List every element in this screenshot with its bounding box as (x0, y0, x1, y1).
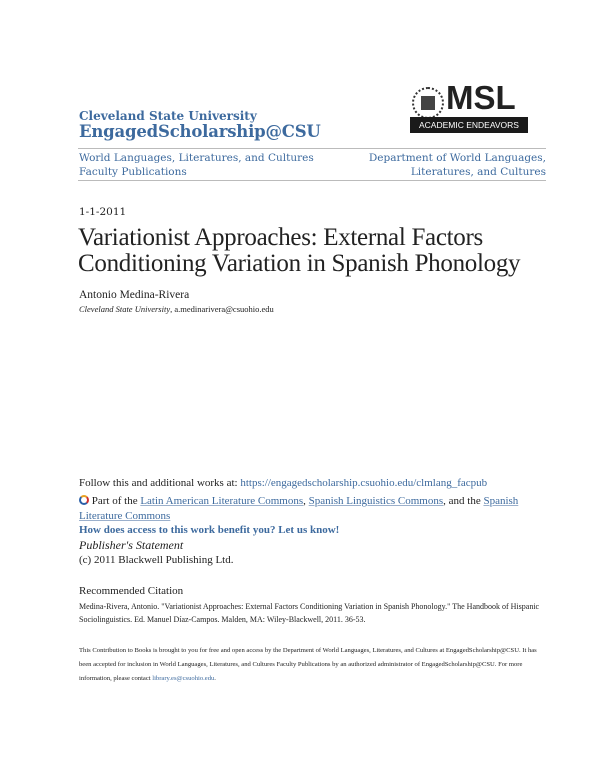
footer-end: . (214, 675, 216, 682)
collection-link[interactable]: World Languages, Literatures, and Cultures Faculty Publications (79, 152, 314, 178)
part-of-label: Part of the (91, 495, 141, 507)
commons-link[interactable]: Spanish Literature Commons (79, 495, 519, 522)
feedback-link[interactable]: How does access to this work benefit you? Let us know! (79, 524, 340, 536)
separator: , and the (443, 495, 484, 507)
divider (78, 148, 546, 149)
article-title (78, 225, 520, 277)
publisher-statement: (c) 2011 Blackwell Publishing Ltd. (79, 554, 234, 566)
follow-label: Follow this and additional works at: (79, 477, 241, 489)
citation-heading: Recommended Citation (79, 585, 184, 597)
affiliation: Cleveland State University (79, 304, 171, 314)
commons-link[interactable]: Spanish Linguistics Commons (308, 495, 444, 507)
title-line: Variationist Approaches: External Factors (78, 224, 483, 251)
title-line: Conditioning Variation in Spanish Phonology (78, 250, 521, 277)
citation-text: Medina-Rivera, Antonio. "Variationist Approaches: External Factors Conditioning Variation in Spanish Phonology." The Handbook of Hispanic Sociolinguistics. Ed. Manuel Díaz-Campos. Malden, MA: Wiley-Blackwell, 2011. 36-53. (79, 602, 540, 624)
author-affiliation: Cleveland State University, a.medinarivera@csuohio.edu (79, 304, 274, 314)
disciplines (79, 494, 529, 524)
separator: , (303, 495, 309, 507)
seal-icon (412, 87, 444, 119)
network-icon (79, 495, 89, 505)
footer-text: This Contribution to Books is brought to you for free and open access by the Department of World Languages, Literatures, and Cultures at EngagedScholarship@CSU. It has been accepted for inclusion in World Languages, Literatures, and Cultures Faculty Publications by an authorized administrator of EngagedScholarship@CSU. For more information, please contact (79, 647, 537, 682)
msl-logo[interactable] (410, 79, 530, 137)
contact-email[interactable]: library.es@csuohio.edu (152, 675, 215, 682)
logo-subtitle: ACADEMIC ENDEAVORS (410, 117, 528, 133)
author-email[interactable]: a.medinarivera@csuohio.edu (174, 304, 274, 314)
university-name[interactable]: Cleveland State University (79, 109, 257, 123)
logo-text: MSL (446, 79, 516, 116)
follow-url[interactable]: https://engagedscholarship.csuohio.edu/clmlang_facpub (240, 477, 488, 489)
author-name: Antonio Medina-Rivera (79, 289, 190, 301)
follow-line (79, 477, 487, 489)
footer-notice (79, 644, 549, 686)
commons-link[interactable]: Latin American Literature Commons (140, 495, 304, 507)
publisher-statement-label: Publisher's Statement (79, 538, 184, 552)
publication-date: 1-1-2011 (79, 206, 127, 218)
department-link[interactable]: Department of World Languages, Literatures, and Cultures (368, 152, 546, 178)
divider (78, 180, 546, 181)
repository-name[interactable]: EngagedScholarship@CSU (79, 122, 321, 141)
